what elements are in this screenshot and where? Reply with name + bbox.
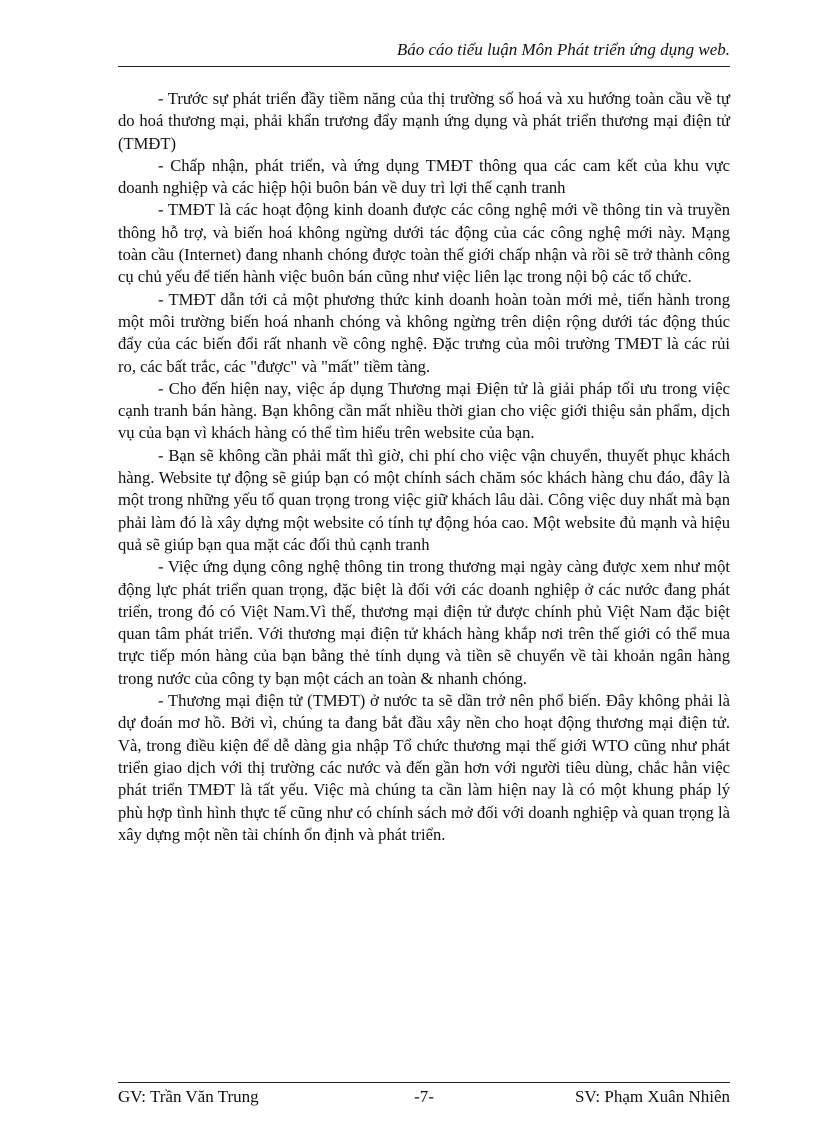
paragraph-4: - TMĐT dẫn tới cả một phương thức kinh doanh hoàn toàn mới mẻ, tiến hành trong một môi trường biến hoá nhanh chóng và không ngừng trên diện rộng dưới tác động thúc đẩy của các biến đổi rất nhanh về công nghệ. Đặc trưng của môi trường TMĐT là các rủi ro, các bất trắc, các "được" và "mất" tiềm tàng.: [118, 289, 730, 376]
footer-student: SV: Phạm Xuân Nhiên: [574, 1087, 730, 1106]
paragraph-5: - Cho đến hiện nay, việc áp dụng Thương mại Điện tử là giải pháp tối ưu trong việc cạnh tranh bán hàng. Bạn không cần mất nhiều thời gian cho việc giới thiệu sản phẩm, dịch vụ của bạn vì khách hàng có thể tìm hiểu trên website của bạn.: [118, 378, 730, 443]
document-body: [118, 88, 730, 846]
paragraph-6: - Bạn sẽ không cần phải mất thì giờ, chi phí cho việc vận chuyển, thuyết phục khách hàng. Website tự động sẽ giúp bạn có một chính sách chăm sóc khách hàng chu đáo, đây là một trong những yếu tố quan trọng trong việc giữ khách lâu dài. Công việc duy nhất mà bạn phải làm đó là xây dựng một website có tính tự động hóa cao. Một website đủ mạnh và hiệu quả sẽ giúp bạn qua mặt các đối thủ cạnh tranh: [118, 445, 731, 554]
header-title: Báo cáo tiểu luận Môn Phát triển ứng dụng web.: [396, 40, 730, 59]
footer-divider: [118, 1082, 730, 1083]
paragraph-8: - Thương mại điện tử (TMĐT) ở nước ta sẽ dần trở nên phổ biến. Đây không phải là dự đoán mơ hồ. Bởi vì, chúng ta đang bắt đầu xây nền cho hoạt động thương mại điện tử. Và, trong điều kiện để dễ dàng gia nhập Tổ chức thương mại thế giới WTO cũng như phát triển giao dịch với thị trường các nước và đến gần hơn với người tiêu dùng, chắc hẳn việc phát triển TMĐT là tất yếu. Việc mà chúng ta cần làm hiện nay là có một khung pháp lý phù hợp tình hình thực tế cũng như có chính sách mở đối với doanh nghiệp và quan trọng là xây dựng một nền tài chính ổn định và phát triển.: [118, 691, 730, 844]
page-footer: [118, 1087, 730, 1107]
paragraph-1: - Trước sự phát triển đầy tiềm năng của thị trường số hoá và xu hướng toàn cầu về tự do hoá thương mại, phải khẩn trương đẩy mạnh ứng dụng và phát triển thương mại điện tử (TMĐT): [118, 89, 730, 153]
page-header: [118, 38, 730, 67]
footer-teacher: GV: Trần Văn Trung: [118, 1087, 259, 1106]
paragraph-3: - TMĐT là các hoạt động kinh doanh được các công nghệ mới về thông tin và truyền thông hỗ trợ, và biến hoá không ngừng dưới tác động của các công nghệ mới này. Mạng toàn cầu (Internet) đang nhanh chóng được toàn thế giới chấp nhận và rồi sẽ trở thành công cụ chủ yếu để tiến hành việc buôn bán cũng như việc liên lạc trong nội bộ các tổ chức.: [118, 200, 730, 287]
paragraph-7: - Việc ứng dụng công nghệ thông tin trong thương mại ngày càng được xem như một động lực phát triển quan trọng, đặc biệt là đối với các doanh nghiệp ở các nước đang phát triển, trong đó có Việt Nam.Vì thế, thương mại điện tử được chính phủ Việt Nam đặc biệt quan tâm phát triển. Với thương mại điện tử khách hàng khắp nơi trên thế giới có thể mua trực tiếp món hàng của bạn bằng thẻ tính dụng và tiền sẽ chuyển về tài khoản ngân hàng trong nước của công ty bạn một cách an toàn & nhanh chóng.: [118, 557, 730, 688]
page-number: -7-: [414, 1087, 434, 1106]
paragraph-2: - Chấp nhận, phát triển, và ứng dụng TMĐT thông qua các cam kết của khu vực doanh nghiệp và các hiệp hội buôn bán về duy trì lợi thế cạnh tranh: [118, 155, 730, 198]
